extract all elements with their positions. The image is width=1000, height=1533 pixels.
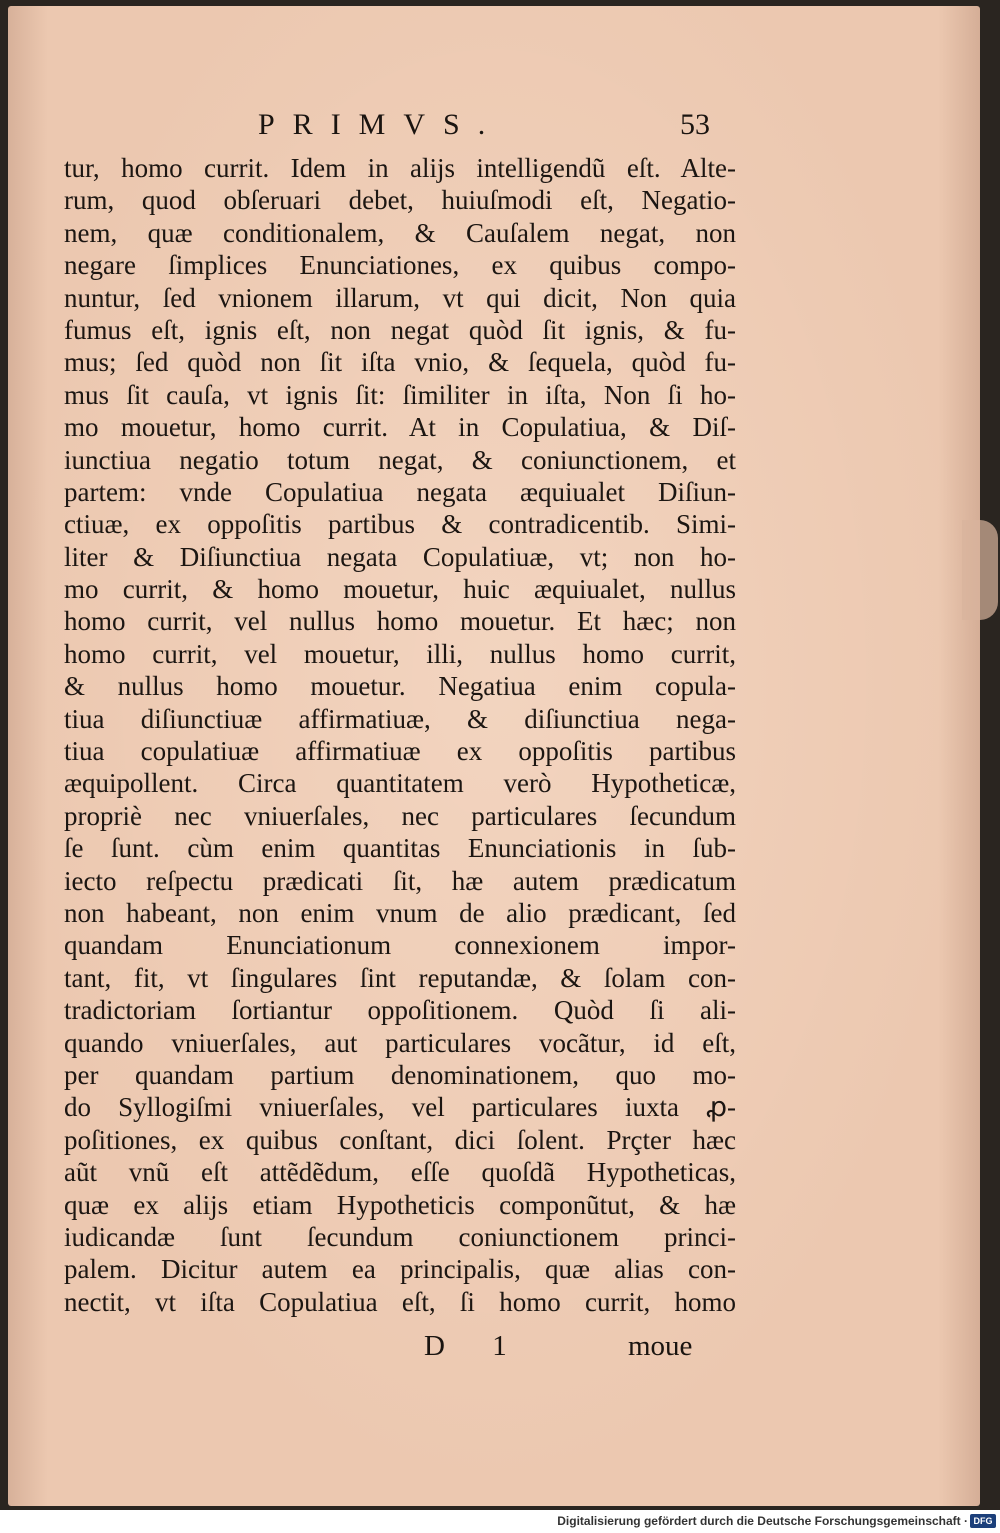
text-line: æquipollent. Circa quantitatem verò Hypotheticæ, — [64, 768, 736, 799]
text-line: tiua copulatiuæ affirmatiuæ ex oppoſitis partibus — [64, 736, 736, 767]
page-footer — [0, 1330, 1000, 1370]
text-line: rum, quod obſeruari debet, huiuſmodi eſt, Negatio- — [64, 185, 736, 216]
signature-mark: D 1 — [424, 1330, 527, 1362]
text-line: iecto reſpectu prædicati ſit, hæ autem prædicatum — [64, 865, 736, 896]
text-line: negare ſimplices Enunciationes, ex quibus compo- — [64, 250, 736, 281]
text-line: & nullus homo mouetur. Negatiua enim copula- — [64, 671, 736, 702]
text-line: partem: vnde Copulatiua negata æquiualet Diſiun- — [64, 476, 736, 507]
text-line: iudicandæ ſunt ſecundum coniunctionem princi- — [64, 1221, 736, 1252]
dfg-logo-icon: DFG — [970, 1514, 996, 1528]
text-line: nem, quæ conditionalem, & Cauſalem negat, non — [64, 217, 736, 248]
text-line: quando vniuerſales, aut particulares vocãtur, id eſt, — [64, 1027, 736, 1058]
credit-text: Digitalisierung gefördert durch die Deutsche Forschungsgemeinschaft · — [557, 1514, 968, 1528]
text-line: poſitiones, ex quibus conſtant, dici ſolent. Prçter hæc — [64, 1124, 736, 1155]
catchword: moue — [628, 1330, 693, 1362]
text-line: tiua diſiunctiuæ affirmatiuæ, & diſiunctiua nega- — [64, 703, 736, 734]
text-line: non habeant, non enim vnum de alio prædicant, ſed — [64, 897, 736, 928]
page-number: 53 — [680, 108, 710, 141]
text-line: fumus eſt, ignis eſt, non negat quòd ſit ignis, & fu- — [64, 314, 736, 345]
text-line: mo currit, & homo mouetur, huic æquiualet, nullus — [64, 574, 736, 605]
text-line: tant, fit, vt ſingulares ſint reputandæ, & ſolam con- — [64, 962, 736, 993]
text-line: mo mouetur, homo currit. At in Copulatiua, & Diſ- — [64, 412, 736, 443]
text-line: mus ſit cauſa, vt ignis ſit: ſimiliter in iſta, Non ſi ho- — [64, 379, 736, 410]
text-line: propriè nec vniuerſales, nec particulares ſecundum — [64, 800, 736, 831]
text-line: tur, homo currit. Idem in alijs intelligendũ eſt. Alte- — [64, 153, 736, 183]
text-line: mus; ſed quòd non ſit iſta vnio, & ſequela, quòd fu- — [64, 347, 736, 378]
page-edge-tab — [962, 520, 998, 620]
text-line: nuntur, ſed vnionem illarum, vt qui dicit, Non quia — [64, 282, 736, 313]
text-line: quæ ex alijs etiam Hypotheticis componũtut, & hæ — [64, 1189, 736, 1220]
text-line: do Syllogiſmi vniuerſales, vel particulares iuxta ꝓ- — [64, 1092, 736, 1123]
text-line: liter & Diſiunctiua negata Copulatiuæ, vt; non ho- — [64, 541, 736, 572]
text-line: ctiuæ, ex oppoſitis partibus & contradicentib. Simi- — [64, 509, 736, 540]
text-line: quandam Enunciationum connexionem impor- — [64, 930, 736, 961]
text-line: tradictoriam ſortiantur oppoſitionem. Quòd ſi ali- — [64, 995, 736, 1026]
text-line: per quandam partium denominationem, quo mo- — [64, 1059, 736, 1090]
running-head — [0, 108, 1000, 148]
text-line: ſe ſunt. cùm enim quantitas Enunciationis in ſub- — [64, 833, 736, 864]
text-line: homo currit, vel mouetur, illi, nullus homo currit, — [64, 638, 736, 669]
text-line: homo currit, vel nullus homo mouetur. Et hæc; non — [64, 606, 736, 637]
text-line: aũt vnũ eſt attẽdẽdum, eſſe quoſdã Hypotheticas, — [64, 1157, 736, 1188]
text-line: iunctiua negatio totum negat, & coniunctionem, et — [64, 444, 736, 475]
credit-bar — [0, 1510, 1000, 1533]
body-text — [64, 152, 736, 1318]
text-line: palem. Dicitur autem ea principalis, quæ alias con- — [64, 1254, 736, 1285]
running-head-title: PRIMVS. — [258, 108, 504, 141]
text-line: nectit, vt iſta Copulatiua eſt, ſi homo currit, homo — [64, 1286, 736, 1317]
